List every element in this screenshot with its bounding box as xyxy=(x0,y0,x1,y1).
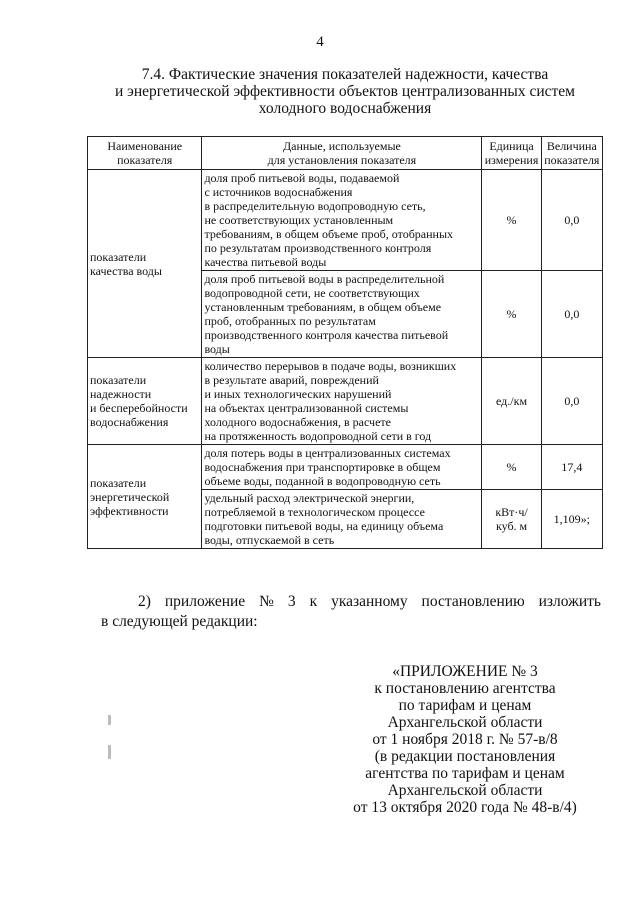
table-row xyxy=(88,358,603,445)
indicator-group-name: показатели качества воды xyxy=(88,170,202,358)
unit-cell: % xyxy=(482,271,541,358)
indicator-data-cell: доля проб питьевой воды, подаваемой с источников водоснабжения в распределительную водопроводную сеть, не соответствующих установленным требованиям, в общем объеме проб, отобранных по результатам производственного контроля качества питьевой воды xyxy=(202,170,482,271)
indicators-table xyxy=(87,136,603,549)
appendix-line: (в редакции постановления xyxy=(374,748,556,765)
table-header-row xyxy=(88,137,603,170)
indicator-group-name: показатели энергетической эффективности xyxy=(88,445,202,549)
table-row xyxy=(88,170,603,271)
appendix-line: по тарифам и ценам xyxy=(398,697,532,714)
header-data-used: Данные, используемые для установления показателя xyxy=(202,137,482,170)
header-indicator-name: Наименование показателя xyxy=(88,137,202,170)
unit-cell: ед./км xyxy=(482,358,541,445)
header-value: Величина показателя xyxy=(541,137,602,170)
appendix-line: агентства по тарифам и ценам xyxy=(365,765,565,782)
value-cell: 1,109»; xyxy=(541,490,602,549)
appendix-heading-block xyxy=(330,663,600,816)
unit-cell: кВт·ч/ куб. м xyxy=(482,490,541,549)
section-title xyxy=(60,66,630,117)
table-body xyxy=(88,170,603,549)
appendix-line: от 13 октября 2020 года № 48-в/4) xyxy=(353,799,577,816)
section-title-line: 7.4. Фактические значения показателей надежности, качества xyxy=(141,66,549,83)
appendix-line: Архангельской области xyxy=(387,714,543,731)
page-number: 4 xyxy=(316,34,324,50)
indicator-data-cell: количество перерывов в подаче воды, возникших в результате аварий, повреждений и иных технологических нарушений на объектах централизованной системы холодного водоснабжения, в расчете на протяженность водопроводной сети в год xyxy=(202,358,482,445)
indicator-data-cell: доля потерь воды в централизованных системах водоснабжения при транспортировке в общем объеме воды, поданной в водопроводную сеть xyxy=(202,445,482,490)
indicator-group-name: показатели надежности и бесперебойности водоснабжения xyxy=(88,358,202,445)
paragraph-second-line: в следующей редакции: xyxy=(101,613,258,630)
indicator-data-cell: доля проб питьевой воды в распределительной водопроводной сети, не соответствующих установленным требованиям, в общем объеме проб, отобранных по результатам производственного контроля качества питьевой воды xyxy=(202,271,482,358)
header-unit: Единица измерения xyxy=(482,137,541,170)
scan-mark xyxy=(108,715,111,725)
amendment-paragraph xyxy=(101,592,601,632)
unit-cell: % xyxy=(482,170,541,271)
unit-cell: % xyxy=(482,445,541,490)
section-title-line: холодного водоснабжения xyxy=(258,100,432,117)
value-cell: 0,0 xyxy=(541,358,602,445)
appendix-line: Архангельской области xyxy=(387,782,543,799)
paragraph-first-line: 2) приложение № 3 к указанному постановлению изложить xyxy=(138,593,601,610)
appendix-line: к постановлению агентства xyxy=(374,680,556,697)
appendix-line: от 1 ноября 2018 г. № 57-в/8 xyxy=(372,731,558,748)
value-cell: 0,0 xyxy=(541,170,602,271)
appendix-line: «ПРИЛОЖЕНИЕ № 3 xyxy=(392,663,538,680)
section-title-line: и энергетической эффективности объектов централизованных систем xyxy=(115,83,575,100)
value-cell: 0,0 xyxy=(541,271,602,358)
indicator-data-cell: удельный расход электрической энергии, потребляемой в технологическом процессе подготовки питьевой воды, на единицу объема воды, отпускаемой в сеть xyxy=(202,490,482,549)
scan-mark xyxy=(108,745,111,759)
table-row xyxy=(88,445,603,490)
value-cell: 17,4 xyxy=(541,445,602,490)
